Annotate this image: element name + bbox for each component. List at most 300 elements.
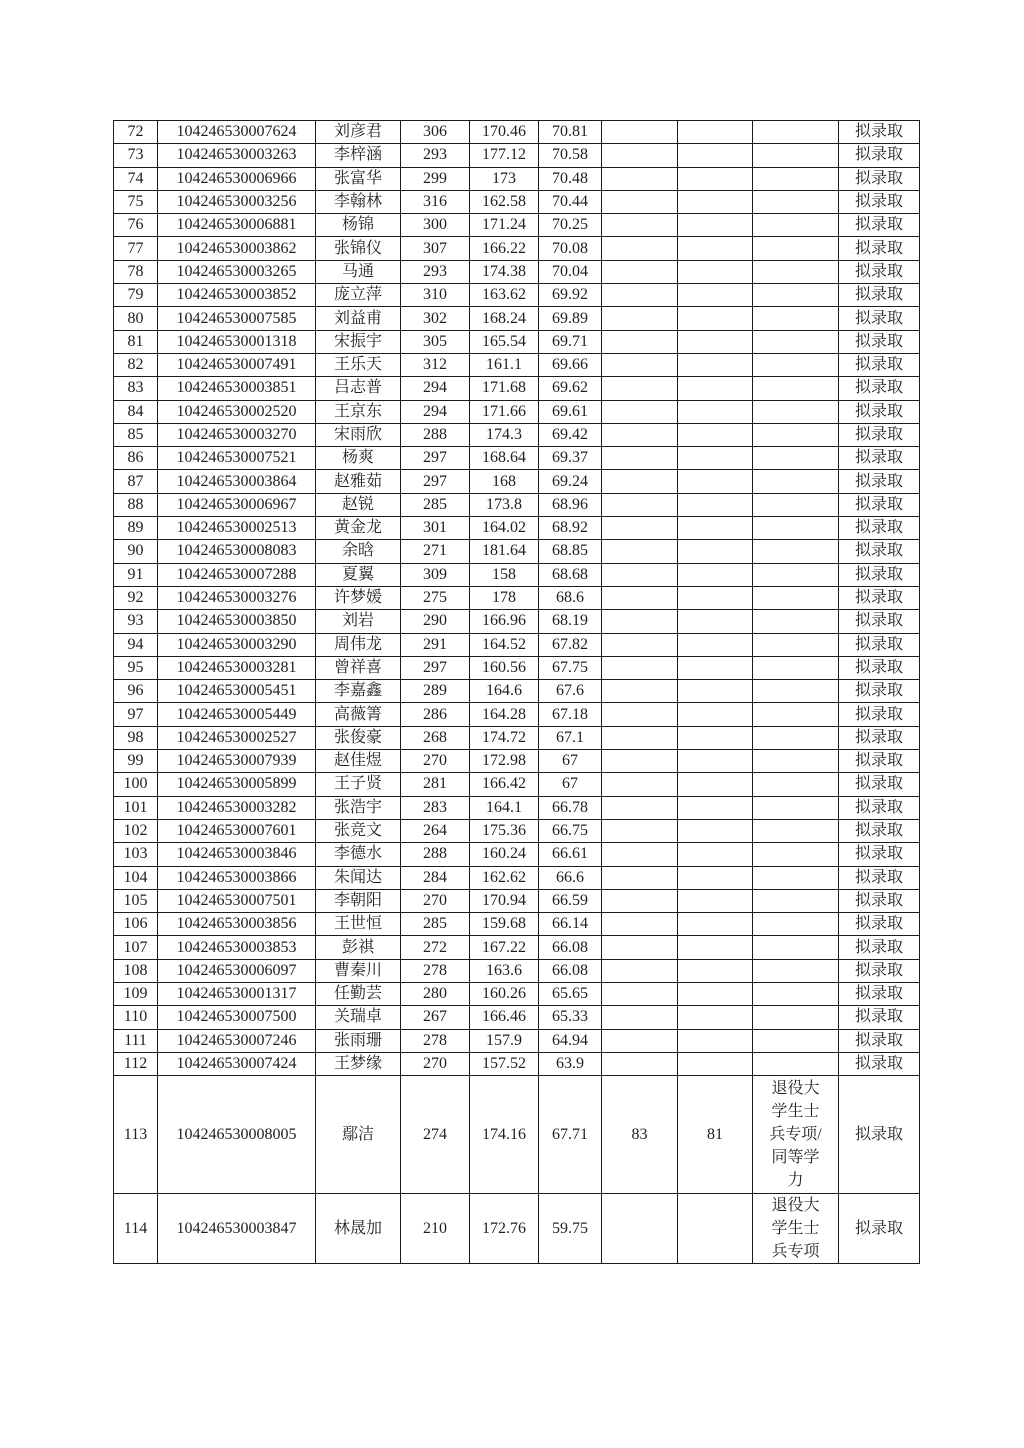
cell-candidate-id: 104246530003851: [158, 377, 316, 400]
cell-candidate-name: 王子贤: [316, 773, 401, 796]
cell-remark: [753, 866, 839, 889]
cell-row-number: 106: [114, 913, 158, 936]
cell-initial-score: 306: [401, 121, 470, 144]
cell-admission-status: 拟录取: [839, 190, 920, 213]
cell-extra-score-1: [602, 307, 678, 330]
cell-initial-score: 297: [401, 656, 470, 679]
cell-row-number: 86: [114, 447, 158, 470]
cell-remark: [753, 703, 839, 726]
cell-candidate-id: 104246530003290: [158, 633, 316, 656]
table-row: [114, 982, 920, 1005]
table-row: [114, 656, 920, 679]
cell-candidate-id: 104246530003256: [158, 190, 316, 213]
cell-admission-status: 拟录取: [839, 237, 920, 260]
cell-extra-score-2: [678, 819, 753, 842]
cell-remark: [753, 493, 839, 516]
cell-admission-status: 拟录取: [839, 843, 920, 866]
table-row: [114, 260, 920, 283]
cell-row-number: 99: [114, 750, 158, 773]
cell-candidate-name: 朱闻达: [316, 866, 401, 889]
cell-extra-score-1: [602, 540, 678, 563]
cell-remark: [753, 586, 839, 609]
cell-admission-status: 拟录取: [839, 726, 920, 749]
cell-row-number: 94: [114, 633, 158, 656]
cell-extra-score-1: [602, 214, 678, 237]
table-row: [114, 889, 920, 912]
cell-extra-score-2: [678, 493, 753, 516]
cell-candidate-name: 关瑞卓: [316, 1006, 401, 1029]
cell-extra-score-2: [678, 400, 753, 423]
table-row: [114, 726, 920, 749]
table-row: [114, 470, 920, 493]
cell-remark: [753, 447, 839, 470]
cell-row-number: 90: [114, 540, 158, 563]
table-row: [114, 517, 920, 540]
cell-candidate-name: 许梦媛: [316, 586, 401, 609]
cell-total-score: 68.92: [539, 517, 602, 540]
cell-retest-score: 164.6: [470, 680, 539, 703]
cell-extra-score-1: [602, 517, 678, 540]
table-row: [114, 703, 920, 726]
cell-remark: [753, 540, 839, 563]
cell-remark: [753, 1076, 839, 1194]
cell-candidate-id: 104246530003866: [158, 866, 316, 889]
cell-remark: [753, 190, 839, 213]
table-row: [114, 121, 920, 144]
cell-extra-score-2: [678, 517, 753, 540]
cell-candidate-name: 曹秦川: [316, 959, 401, 982]
cell-retest-score: 165.54: [470, 330, 539, 353]
cell-remark: [753, 144, 839, 167]
cell-remark: [753, 680, 839, 703]
cell-candidate-id: 104246530007939: [158, 750, 316, 773]
cell-candidate-id: 104246530006967: [158, 493, 316, 516]
cell-total-score: 70.44: [539, 190, 602, 213]
cell-row-number: 108: [114, 959, 158, 982]
cell-admission-status: 拟录取: [839, 307, 920, 330]
cell-row-number: 112: [114, 1052, 158, 1075]
cell-row-number: 105: [114, 889, 158, 912]
cell-candidate-name: 刘岩: [316, 610, 401, 633]
cell-extra-score-2: [678, 121, 753, 144]
table-row: [114, 214, 920, 237]
cell-extra-score-1: [602, 330, 678, 353]
table-row: [114, 1029, 920, 1052]
cell-total-score: 59.75: [539, 1194, 602, 1264]
cell-candidate-name: 刘益甫: [316, 307, 401, 330]
cell-total-score: 67.1: [539, 726, 602, 749]
table-row: [114, 1076, 920, 1194]
cell-candidate-name: 张竞文: [316, 819, 401, 842]
cell-admission-status: 拟录取: [839, 656, 920, 679]
cell-admission-status: 拟录取: [839, 353, 920, 376]
cell-remark: [753, 773, 839, 796]
cell-extra-score-1: [602, 703, 678, 726]
cell-extra-score-2: [678, 423, 753, 446]
cell-row-number: 87: [114, 470, 158, 493]
cell-total-score: 66.59: [539, 889, 602, 912]
table-row: [114, 796, 920, 819]
cell-total-score: 67.18: [539, 703, 602, 726]
cell-row-number: 83: [114, 377, 158, 400]
cell-admission-status: 拟录取: [839, 959, 920, 982]
cell-retest-score: 172.98: [470, 750, 539, 773]
cell-candidate-id: 104246530007500: [158, 1006, 316, 1029]
cell-candidate-id: 104246530003856: [158, 913, 316, 936]
cell-row-number: 73: [114, 144, 158, 167]
cell-total-score: 69.62: [539, 377, 602, 400]
table-row: [114, 237, 920, 260]
cell-admission-status: 拟录取: [839, 819, 920, 842]
table-row: [114, 843, 920, 866]
cell-total-score: 67.6: [539, 680, 602, 703]
cell-total-score: 69.42: [539, 423, 602, 446]
cell-remark: [753, 633, 839, 656]
cell-extra-score-1: [602, 936, 678, 959]
cell-candidate-id: 104246530003862: [158, 237, 316, 260]
cell-candidate-name: 李嘉鑫: [316, 680, 401, 703]
cell-candidate-name: 刘彦君: [316, 121, 401, 144]
cell-initial-score: 270: [401, 1052, 470, 1075]
cell-extra-score-2: [678, 377, 753, 400]
cell-admission-status: 拟录取: [839, 796, 920, 819]
cell-candidate-id: 104246530003847: [158, 1194, 316, 1264]
cell-row-number: 103: [114, 843, 158, 866]
cell-initial-score: 310: [401, 284, 470, 307]
cell-candidate-name: 余晗: [316, 540, 401, 563]
cell-retest-score: 174.72: [470, 726, 539, 749]
cell-initial-score: 264: [401, 819, 470, 842]
cell-admission-status: 拟录取: [839, 214, 920, 237]
cell-candidate-id: 104246530003276: [158, 586, 316, 609]
cell-candidate-name: 赵锐: [316, 493, 401, 516]
cell-total-score: 67.82: [539, 633, 602, 656]
cell-retest-score: 168.24: [470, 307, 539, 330]
cell-retest-score: 160.26: [470, 982, 539, 1005]
cell-retest-score: 164.28: [470, 703, 539, 726]
cell-candidate-name: 张浩宇: [316, 796, 401, 819]
cell-extra-score-1: [602, 190, 678, 213]
table-row: [114, 936, 920, 959]
cell-row-number: 82: [114, 353, 158, 376]
cell-extra-score-1: [602, 1006, 678, 1029]
cell-extra-score-2: [678, 913, 753, 936]
cell-row-number: 97: [114, 703, 158, 726]
cell-admission-status: 拟录取: [839, 423, 920, 446]
cell-admission-status: 拟录取: [839, 121, 920, 144]
cell-extra-score-1: [602, 1052, 678, 1075]
cell-total-score: 67.75: [539, 656, 602, 679]
cell-retest-score: 177.12: [470, 144, 539, 167]
cell-extra-score-1: 83: [602, 1076, 678, 1194]
cell-remark: [753, 982, 839, 1005]
cell-row-number: 109: [114, 982, 158, 1005]
cell-remark: [753, 307, 839, 330]
cell-candidate-id: 104246530007246: [158, 1029, 316, 1052]
cell-retest-score: 171.66: [470, 400, 539, 423]
cell-row-number: 78: [114, 260, 158, 283]
remark-text: 退役大学生士兵专项/同等学力: [769, 1080, 822, 1190]
cell-candidate-name: 王梦缘: [316, 1052, 401, 1075]
table-row: [114, 284, 920, 307]
cell-row-number: 77: [114, 237, 158, 260]
table-row: [114, 307, 920, 330]
cell-extra-score-1: [602, 843, 678, 866]
cell-initial-score: 302: [401, 307, 470, 330]
cell-retest-score: 164.02: [470, 517, 539, 540]
cell-retest-score: 174.16: [470, 1076, 539, 1194]
cell-candidate-id: 104246530007624: [158, 121, 316, 144]
cell-retest-score: 157.9: [470, 1029, 539, 1052]
table-row: [114, 586, 920, 609]
table-row: [114, 190, 920, 213]
cell-remark: [753, 237, 839, 260]
table-row: [114, 1052, 920, 1075]
cell-extra-score-1: [602, 656, 678, 679]
cell-candidate-id: 104246530006966: [158, 167, 316, 190]
table-row: [114, 447, 920, 470]
cell-initial-score: 270: [401, 750, 470, 773]
table-row: [114, 819, 920, 842]
cell-extra-score-2: [678, 610, 753, 633]
cell-extra-score-2: [678, 982, 753, 1005]
cell-initial-score: 290: [401, 610, 470, 633]
cell-candidate-name: 李翰林: [316, 190, 401, 213]
cell-remark: [753, 889, 839, 912]
cell-total-score: 68.68: [539, 563, 602, 586]
cell-initial-score: 210: [401, 1194, 470, 1264]
cell-retest-score: 173.8: [470, 493, 539, 516]
cell-extra-score-1: [602, 1029, 678, 1052]
cell-candidate-name: 王乐天: [316, 353, 401, 376]
cell-admission-status: 拟录取: [839, 773, 920, 796]
cell-initial-score: 268: [401, 726, 470, 749]
cell-retest-score: 163.62: [470, 284, 539, 307]
cell-candidate-id: 104246530007424: [158, 1052, 316, 1075]
cell-candidate-id: 104246530003263: [158, 144, 316, 167]
cell-candidate-name: 张俊豪: [316, 726, 401, 749]
cell-extra-score-1: [602, 750, 678, 773]
cell-remark: [753, 1052, 839, 1075]
cell-retest-score: 162.62: [470, 866, 539, 889]
cell-candidate-id: 104246530007288: [158, 563, 316, 586]
cell-candidate-name: 宋雨欣: [316, 423, 401, 446]
cell-row-number: 74: [114, 167, 158, 190]
cell-remark: [753, 330, 839, 353]
cell-initial-score: 300: [401, 214, 470, 237]
cell-candidate-name: 张雨珊: [316, 1029, 401, 1052]
cell-retest-score: 166.42: [470, 773, 539, 796]
cell-candidate-id: 104246530001317: [158, 982, 316, 1005]
cell-extra-score-2: [678, 889, 753, 912]
cell-admission-status: 拟录取: [839, 330, 920, 353]
cell-admission-status: 拟录取: [839, 447, 920, 470]
cell-initial-score: 307: [401, 237, 470, 260]
cell-remark: [753, 726, 839, 749]
cell-row-number: 75: [114, 190, 158, 213]
cell-remark: [753, 819, 839, 842]
cell-retest-score: 173: [470, 167, 539, 190]
cell-initial-score: 289: [401, 680, 470, 703]
table-row: [114, 144, 920, 167]
cell-retest-score: 166.22: [470, 237, 539, 260]
cell-initial-score: 297: [401, 470, 470, 493]
cell-extra-score-1: [602, 819, 678, 842]
cell-extra-score-1: [602, 377, 678, 400]
cell-extra-score-2: [678, 260, 753, 283]
cell-row-number: 96: [114, 680, 158, 703]
cell-retest-score: 174.38: [470, 260, 539, 283]
cell-admission-status: 拟录取: [839, 493, 920, 516]
cell-candidate-id: 104246530002513: [158, 517, 316, 540]
cell-retest-score: 162.58: [470, 190, 539, 213]
cell-extra-score-2: [678, 726, 753, 749]
cell-remark: [753, 796, 839, 819]
table-row: [114, 866, 920, 889]
cell-initial-score: 270: [401, 889, 470, 912]
cell-extra-score-1: [602, 423, 678, 446]
cell-retest-score: 168.64: [470, 447, 539, 470]
cell-admission-status: 拟录取: [839, 144, 920, 167]
cell-extra-score-2: [678, 447, 753, 470]
cell-remark: [753, 400, 839, 423]
cell-remark: [753, 1006, 839, 1029]
cell-candidate-name: 高薇箐: [316, 703, 401, 726]
cell-retest-score: 178: [470, 586, 539, 609]
cell-total-score: 69.89: [539, 307, 602, 330]
cell-extra-score-2: [678, 959, 753, 982]
cell-row-number: 79: [114, 284, 158, 307]
cell-total-score: 69.66: [539, 353, 602, 376]
table-row: [114, 610, 920, 633]
cell-candidate-id: 104246530001318: [158, 330, 316, 353]
cell-retest-score: 181.64: [470, 540, 539, 563]
table-row: [114, 1194, 920, 1264]
cell-extra-score-2: [678, 307, 753, 330]
cell-candidate-id: 104246530007501: [158, 889, 316, 912]
cell-candidate-id: 104246530005449: [158, 703, 316, 726]
cell-total-score: 65.65: [539, 982, 602, 1005]
cell-candidate-name: 夏翼: [316, 563, 401, 586]
table-row: [114, 353, 920, 376]
cell-total-score: 68.19: [539, 610, 602, 633]
cell-total-score: 64.94: [539, 1029, 602, 1052]
cell-candidate-id: 104246530006097: [158, 959, 316, 982]
cell-total-score: 70.81: [539, 121, 602, 144]
cell-remark: [753, 423, 839, 446]
cell-retest-score: 168: [470, 470, 539, 493]
table-row: [114, 423, 920, 446]
cell-row-number: 110: [114, 1006, 158, 1029]
cell-candidate-name: 任勤芸: [316, 982, 401, 1005]
cell-extra-score-2: [678, 167, 753, 190]
cell-extra-score-2: [678, 656, 753, 679]
cell-row-number: 72: [114, 121, 158, 144]
cell-admission-status: 拟录取: [839, 1006, 920, 1029]
cell-row-number: 107: [114, 936, 158, 959]
cell-initial-score: 285: [401, 913, 470, 936]
cell-total-score: 66.08: [539, 936, 602, 959]
cell-initial-score: 284: [401, 866, 470, 889]
cell-row-number: 89: [114, 517, 158, 540]
cell-extra-score-1: [602, 796, 678, 819]
cell-candidate-name: 李德水: [316, 843, 401, 866]
cell-extra-score-2: [678, 353, 753, 376]
cell-remark: [753, 121, 839, 144]
cell-extra-score-1: [602, 237, 678, 260]
cell-extra-score-2: [678, 237, 753, 260]
cell-initial-score: 293: [401, 144, 470, 167]
cell-row-number: 88: [114, 493, 158, 516]
cell-candidate-name: 张锦仪: [316, 237, 401, 260]
cell-row-number: 93: [114, 610, 158, 633]
cell-candidate-name: 马通: [316, 260, 401, 283]
cell-total-score: 69.61: [539, 400, 602, 423]
cell-total-score: 63.9: [539, 1052, 602, 1075]
cell-total-score: 66.14: [539, 913, 602, 936]
cell-extra-score-2: [678, 703, 753, 726]
cell-remark: [753, 843, 839, 866]
cell-initial-score: 288: [401, 843, 470, 866]
cell-remark: [753, 517, 839, 540]
cell-admission-status: 拟录取: [839, 633, 920, 656]
table-row: [114, 913, 920, 936]
cell-row-number: 102: [114, 819, 158, 842]
cell-remark: [753, 284, 839, 307]
cell-row-number: 84: [114, 400, 158, 423]
cell-extra-score-1: [602, 353, 678, 376]
cell-retest-score: 158: [470, 563, 539, 586]
cell-extra-score-2: [678, 214, 753, 237]
cell-retest-score: 166.96: [470, 610, 539, 633]
cell-initial-score: 286: [401, 703, 470, 726]
cell-total-score: 69.37: [539, 447, 602, 470]
cell-extra-score-2: [678, 796, 753, 819]
cell-total-score: 66.75: [539, 819, 602, 842]
cell-initial-score: 291: [401, 633, 470, 656]
table-row: [114, 400, 920, 423]
cell-total-score: 68.6: [539, 586, 602, 609]
cell-admission-status: 拟录取: [839, 680, 920, 703]
cell-admission-status: 拟录取: [839, 866, 920, 889]
cell-candidate-id: 104246530003850: [158, 610, 316, 633]
cell-extra-score-2: [678, 144, 753, 167]
admission-results-table: [113, 120, 920, 1264]
cell-row-number: 98: [114, 726, 158, 749]
cell-admission-status: 拟录取: [839, 936, 920, 959]
cell-row-number: 95: [114, 656, 158, 679]
cell-row-number: 76: [114, 214, 158, 237]
cell-retest-score: 171.68: [470, 377, 539, 400]
cell-extra-score-2: [678, 1052, 753, 1075]
cell-retest-score: 175.36: [470, 819, 539, 842]
table-row: [114, 750, 920, 773]
cell-initial-score: 278: [401, 959, 470, 982]
cell-remark: [753, 214, 839, 237]
cell-initial-score: 278: [401, 1029, 470, 1052]
cell-candidate-id: 104246530003265: [158, 260, 316, 283]
cell-row-number: 81: [114, 330, 158, 353]
cell-admission-status: 拟录取: [839, 610, 920, 633]
table-row: [114, 563, 920, 586]
cell-candidate-name: 庞立萍: [316, 284, 401, 307]
cell-extra-score-1: [602, 121, 678, 144]
cell-extra-score-2: [678, 866, 753, 889]
remark-text: 退役大学生士兵专项: [771, 1197, 820, 1261]
cell-initial-score: 309: [401, 563, 470, 586]
table-row: [114, 493, 920, 516]
cell-initial-score: 288: [401, 423, 470, 446]
